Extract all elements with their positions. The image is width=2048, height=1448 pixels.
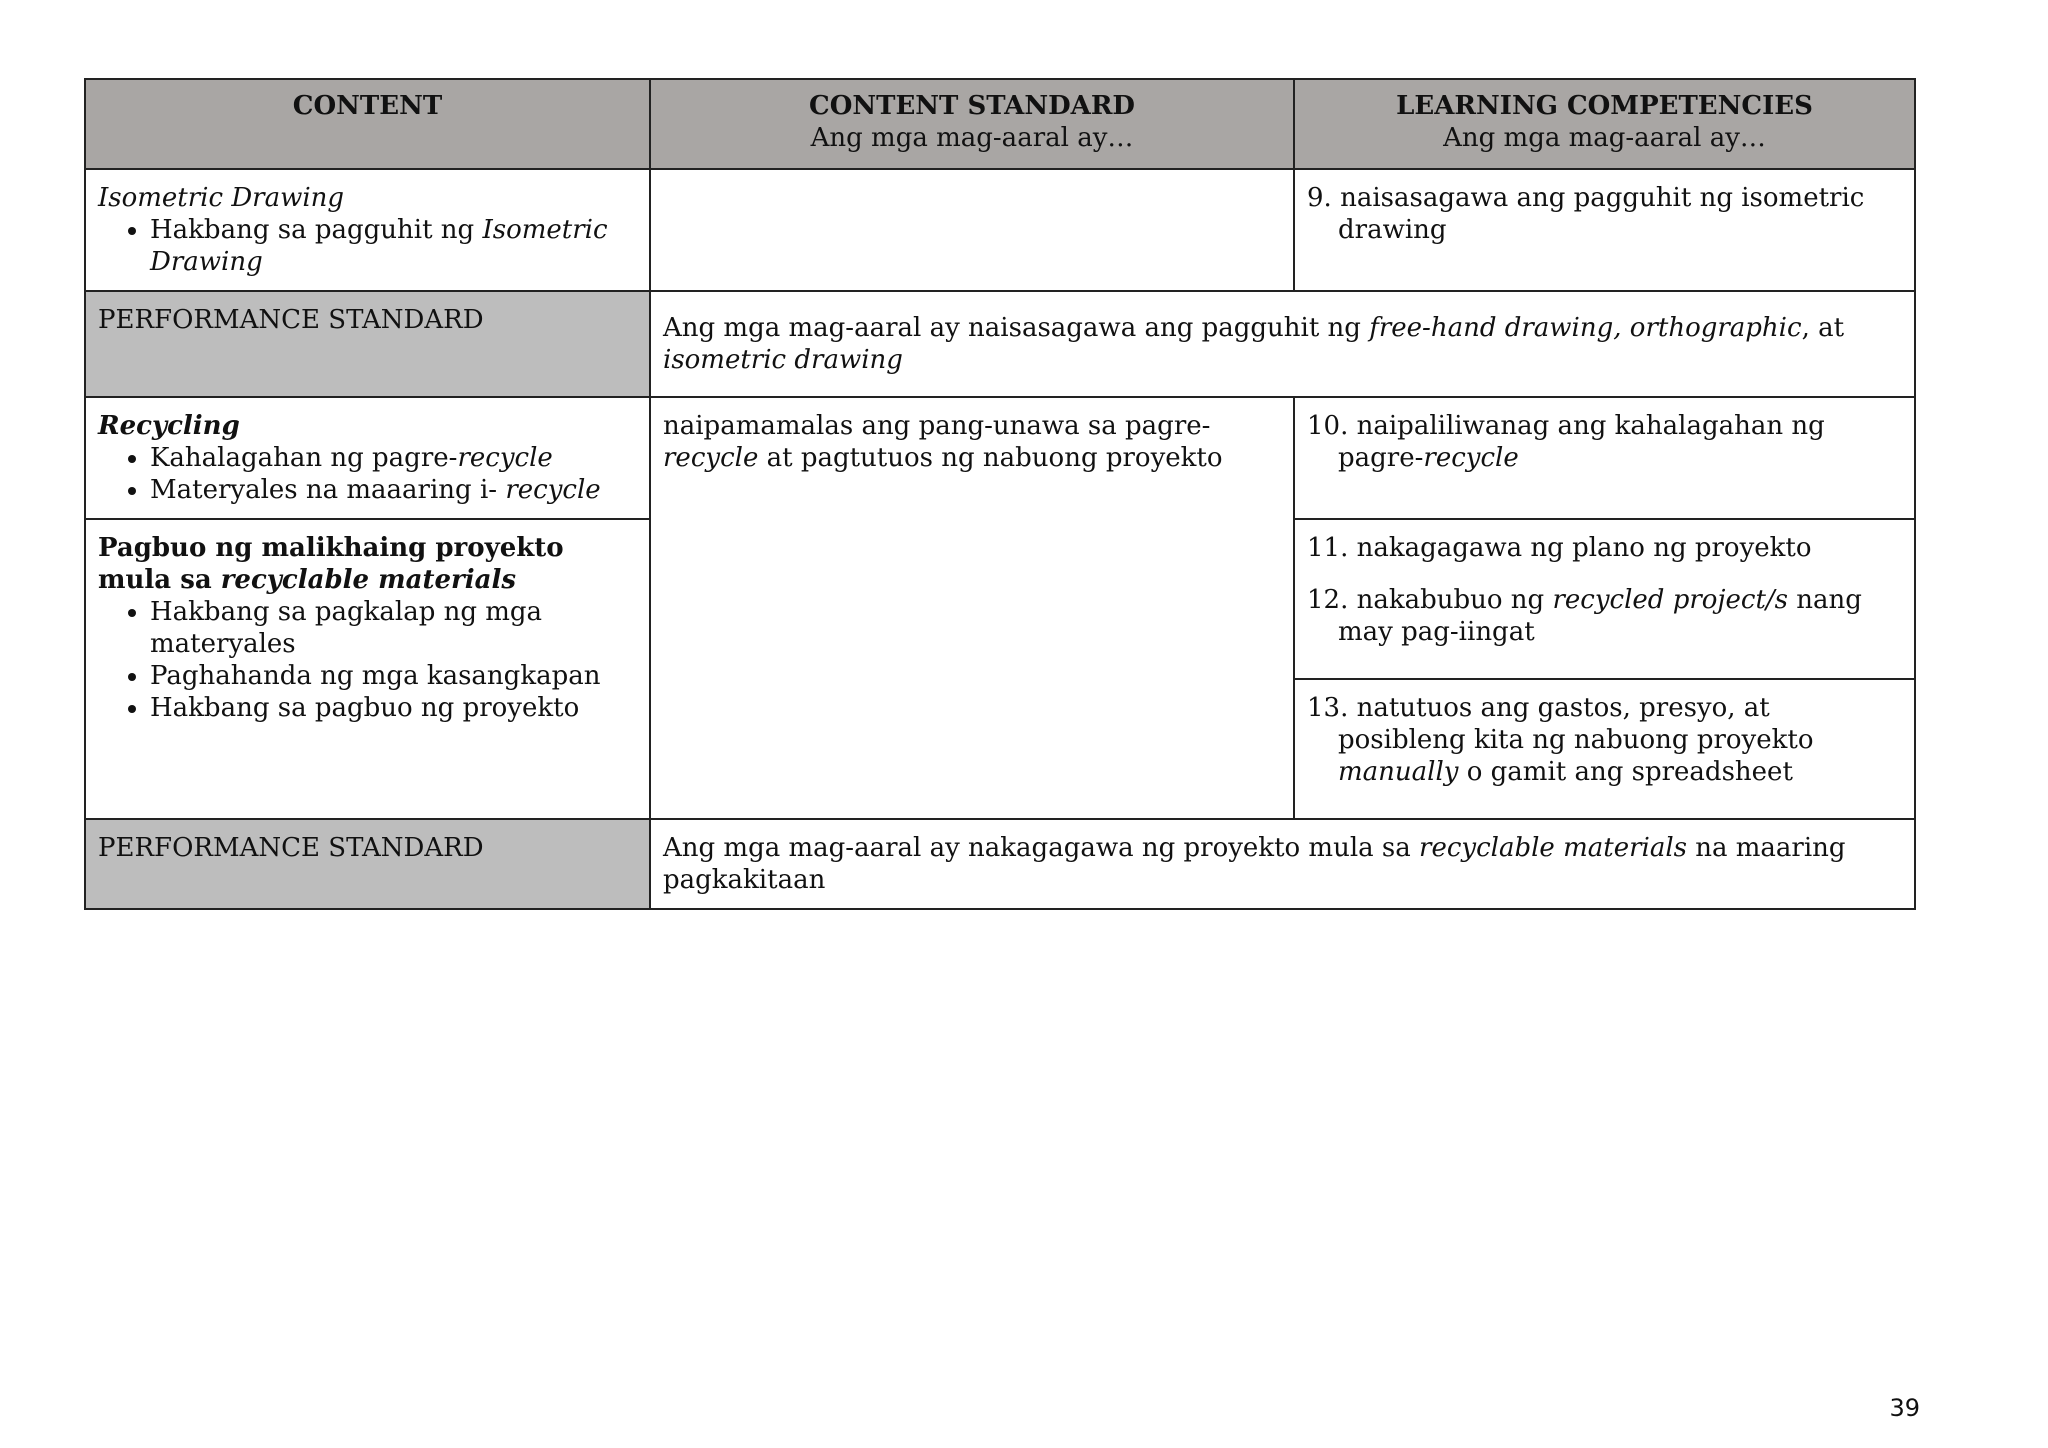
header-learning-competencies: LEARNING COMPETENCIES Ang mga mag-aaral ay… <box>1294 79 1915 169</box>
competency-item: 9. naisasagawa ang pagguhit ng isometric drawing <box>1307 183 1865 245</box>
content-cell <box>85 519 650 819</box>
competency-cell <box>1294 519 1915 679</box>
competency-item: 12. nakabubuo ng recycled project/s nang may pag-iingat <box>1307 585 1862 647</box>
header-subtitle: Ang mga mag-aaral ay… <box>1443 123 1766 153</box>
competency-item: 10. naipaliliwanag ang kahalagahan ng pagre-recycle <box>1307 411 1825 473</box>
topic-title: Recycling <box>98 411 240 441</box>
performance-standard-row <box>85 291 1915 397</box>
competency-cell <box>1294 679 1915 819</box>
header-subtitle: Ang mga mag-aaral ay… <box>810 123 1134 153</box>
performance-standard-text: Ang mga mag-aaral ay naisasagawa ang pagguhit ng free-hand drawing, orthographic, at isometric drawing <box>650 291 1915 397</box>
content-cell <box>85 397 650 519</box>
competency-item: 13. natutuos ang gastos, presyo, at posibleng kita ng nabuong proyekto manually o gamit ang spreadsheet <box>1307 693 1814 787</box>
list-item: • Hakbang sa pagbuo ng proyekto <box>150 692 637 724</box>
curriculum-table <box>84 78 1916 910</box>
topic-title: Pagbuo ng malikhaing proyekto mula sa recyclable materials <box>98 533 564 595</box>
topic-list <box>98 214 637 278</box>
content-standard-cell: naipamamalas ang pang-unawa sa pagre-recycle at pagtutuos ng nabuong proyekto <box>650 397 1294 819</box>
header-content: CONTENT <box>85 79 650 169</box>
list-item: • Paghahanda ng mga kasangkapan <box>150 660 637 692</box>
list-item: • Hakbang sa pagguhit ng Isometric Drawing <box>150 214 637 278</box>
topic-list <box>98 596 637 724</box>
header-content-standard: CONTENT STANDARD Ang mga mag-aaral ay… <box>650 79 1294 169</box>
list-item: • Materyales na maaaring i- recycle <box>150 474 637 506</box>
performance-standard-label: PERFORMANCE STANDARD <box>85 819 650 909</box>
competency-item: 11. nakagagawa ng plano ng proyekto <box>1307 533 1812 563</box>
competency-cell <box>1294 397 1915 519</box>
performance-standard-text: Ang mga mag-aaral ay nakagagawa ng proyekto mula sa recyclable materials na maaring pagkakitaan <box>650 819 1915 909</box>
table-row <box>85 169 1915 291</box>
performance-standard-label: PERFORMANCE STANDARD <box>85 291 650 397</box>
performance-standard-row <box>85 819 1915 909</box>
table-row <box>85 397 1915 519</box>
page-number: 39 <box>1889 1394 1920 1422</box>
list-item: • Kahalagahan ng pagre-recycle <box>150 442 637 474</box>
header-row <box>85 79 1915 169</box>
content-standard-cell <box>650 169 1294 291</box>
list-item: • Hakbang sa pagkalap ng mga materyales <box>150 596 637 660</box>
topic-list <box>98 442 637 506</box>
topic-title: Isometric Drawing <box>98 183 345 213</box>
content-cell <box>85 169 650 291</box>
competency-cell <box>1294 169 1915 291</box>
